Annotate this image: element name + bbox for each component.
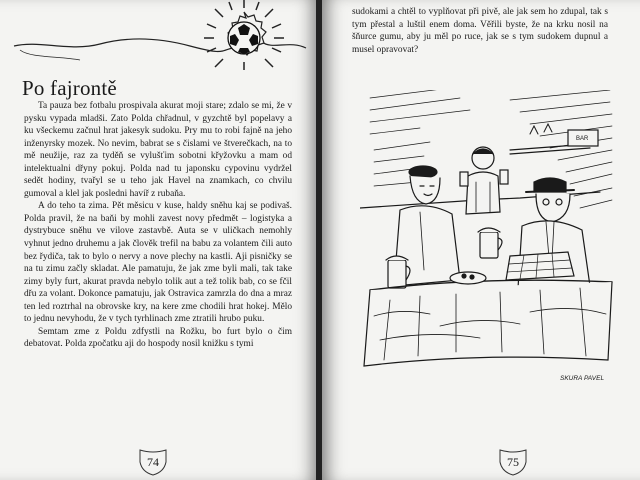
paragraph: Ta pauza bez fotbalu prospivala akurat moji stare; zdalo se mi, že v pysku vypada mladši. Zato Polda chřadnul, v gyzchtě byl popelavy a ku všeckemu začnul hrat jakesyk sudoku. Pry mu to robi fajně na jeho inženyrsky mozek. No nevim, babrat se s čislami ve štverečkach, na to mě neužije, raz za tyděň se vylušťim sobotni křyžovku a mam od intelektualni dřyny pokuj. Polda nad tu japonsku cypovinu vydržel sedět hodiny, tvařyl se u teho jak Havel na znamkach, co chvilu gumoval a klel jak posledni havíř z rubaňa. — [24, 101, 292, 199]
page-number-label: 74 — [147, 455, 159, 469]
chapter-title: Po fajrontě — [22, 76, 117, 101]
pub-scene-illustration — [360, 90, 622, 390]
bar-sign-text: BAR — [576, 136, 589, 142]
right-page-body — [352, 6, 608, 56]
left-page-body — [24, 100, 292, 351]
page-number-left — [136, 447, 170, 477]
left-page — [0, 0, 318, 480]
page-number-right — [496, 447, 530, 477]
paragraph: Semtam zme z Poldu zdfystli na Rožku, bo furt bylo o čim debatovat. Polda zpočatku aji do hospody nosil knižku s tymi — [24, 326, 292, 350]
football-sun-doodle — [0, 0, 318, 70]
paragraph: A do teho ta zima. Pět měsicu v kuse, haldy sněhu kaj se podivaš. Polda pravil, že na baňi by mohli zavest novy předmět – logistyka a dystrybuce sněhu ve vilove zastavbě. Auta se v uličkach nemohly vyhnut jedno druhemu a jak člověk trefil na babu za volantem čili auto bez řydiča, tak to bylo o nervy a nove plechy na kastli. Aji pisničky se na tu zimu začly skladat. Ale pamatuju, že jak zme byli mali, tak take zimy byly furt, akurat pravda nebylo tolik aut a tež tolik bab, co se fčil dřu za volant. Dokonce pamatuju, jak Ostravica zamrzla do dna a mraz ten led roztrhal na obrovske kry, na kere zme chodili hrat hokej. Mělo to jednu nevyhodu, že v tych tyrhlinach zme ztratili hrubo puku. — [24, 201, 292, 325]
paragraph: sudokami a chtěl to vyplňovat při pivě, ale jak sem ho zdupal, tak s tym přestal a luštil enem doma. Věřili byste, že na krku nosil na šňurce gumu, aby ju měl po ruce, jak se s tym sudokem dupnul a musel opravovat? — [352, 7, 608, 55]
artist-signature: SKURA PAVEL — [560, 375, 605, 382]
page-number-label: 75 — [507, 455, 519, 469]
